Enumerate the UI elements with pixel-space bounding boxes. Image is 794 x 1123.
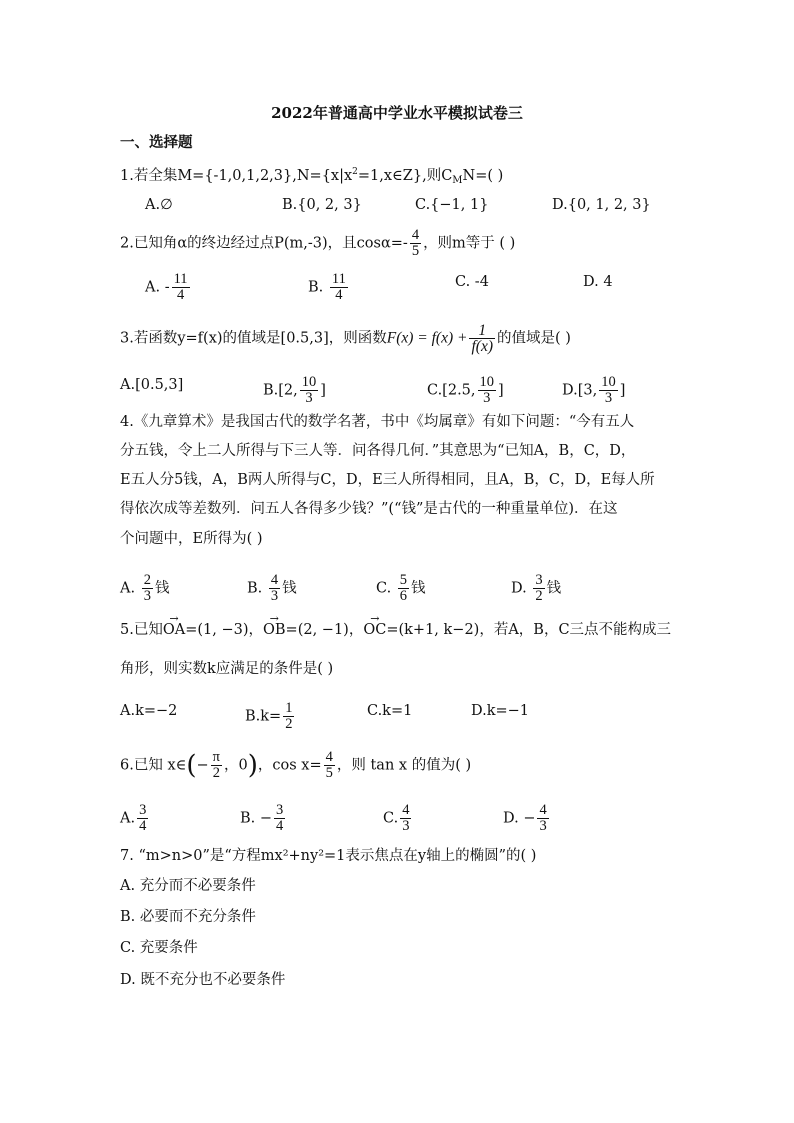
question-3-option-b: B.[2, $\frac{10}{3}$ ] xyxy=(263,374,326,406)
vector-ob: → OB xyxy=(263,620,286,640)
question-2-option-d: D. 4 xyxy=(583,274,613,290)
question-2-option-c: C. -4 xyxy=(455,274,489,290)
question-1-option-d: D.{0, 1, 2, 3} xyxy=(552,197,651,213)
question-1-option-b: B.{0, 2, 3} xyxy=(282,197,362,213)
question-3-option-d: D.[3, $\frac{10}{3}$ ] xyxy=(562,374,626,406)
question-6-option-b: B. − $\frac{3}{4}$ xyxy=(240,802,284,834)
question-5-option-d: D.k=−1 xyxy=(471,703,530,719)
question-5-option-c: C.k=1 xyxy=(367,703,413,719)
question-4-line-1: 4.《九章算术》是我国古代的数学名著，书中《均属章》有如下问题：“今有五人 xyxy=(120,414,635,430)
question-4-line-2: 分五钱，令上二人所得与下三人等．问各得几何．”其意思为“已知A，B，C，D， xyxy=(120,443,636,459)
question-5-line-2: 角形，则实数k应满足的条件是( ) xyxy=(120,661,334,677)
question-6-option-a: A. $\frac{3}{4}$ xyxy=(120,802,147,834)
question-7-option-c: C. 充要条件 xyxy=(120,940,198,956)
question-4-option-b: B. $\frac{4}{3}$ 钱 xyxy=(247,572,297,604)
question-4-option-d: D. $\frac{3}{2}$ 钱 xyxy=(511,572,562,604)
fraction: $\frac{4}{5}$ xyxy=(411,227,420,259)
question-4-option-c: C. $\frac{5}{6}$ 钱 xyxy=(376,572,426,604)
question-3-stem: 3.若函数y=f(x)的值域是[0.5,3]，则函数F(x) = f(x) + $\frac{1}{f(x)}$ 的值域是( ) xyxy=(120,322,571,355)
question-7-option-b: B. 必要而不充分条件 xyxy=(120,909,256,925)
question-5-line-1: 5.已知→ OA=(1, −3)，→ OB=(2, −1)，→ OC=(k+1, k−2)，若A，B，C三点不能构成三 xyxy=(120,620,671,640)
question-5-option-a: A.k=−2 xyxy=(120,703,178,719)
section-heading: 一、选择题 xyxy=(120,134,193,151)
question-4-line-4: 得依次成等差数列．问五人各得多少钱？”(“钱”是古代的一种重量单位)．在这 xyxy=(120,501,618,517)
question-7-option-a: A. 充分而不必要条件 xyxy=(120,878,256,894)
vector-oc: → OC xyxy=(363,620,386,640)
question-2-option-a: A. - $\frac{11}{4}$ xyxy=(145,271,188,303)
question-7-stem: 7. “m>n>0”是“方程mx²+ny²=1表示焦点在y轴上的椭圆”的( ) xyxy=(120,848,537,864)
vector-oa: → OA xyxy=(163,620,185,640)
question-4-option-a: A. $\frac{2}{3}$ 钱 xyxy=(120,572,170,604)
question-1-option-c: C.{−1, 1} xyxy=(415,197,489,213)
question-4-line-5: 个问题中，E所得为( ) xyxy=(120,531,263,547)
question-5-option-b: B.k= $\frac{1}{2}$ xyxy=(245,700,293,732)
question-3-option-a: A.[0.5,3] xyxy=(120,377,184,393)
page-title: 2022年普通高中学业水平模拟试卷三 xyxy=(271,104,523,122)
question-7-option-d: D. 既不充分也不必要条件 xyxy=(120,972,286,988)
question-1-stem: 1.若全集$M=\{-1,0,1,2,3\},N=\{x|x^2=1,x\in Z\}$,则$C_MN=$( ) xyxy=(120,167,504,186)
question-6-option-d: D. − $\frac{4}{3}$ xyxy=(503,802,547,834)
question-6-option-c: C. $\frac{4}{3}$ xyxy=(383,802,410,834)
question-3-option-c: C.[2.5, $\frac{10}{3}$ ] xyxy=(427,374,504,406)
question-4-line-3: E五人分5钱，A，B两人所得与C，D，E三人所得相同，且A，B，C，D，E每人所 xyxy=(120,472,655,488)
question-6-stem: 6.已知 x∈(− $\frac{\pi}{2}$ ，0)，cos x= $\frac{4}{5}$ ，则 tan x 的值为( ) xyxy=(120,749,472,781)
question-1-option-a: A.∅ xyxy=(145,197,173,213)
question-2-stem: 2.已知角α的终边经过点P(m,-3)，且cosα=- $\frac{4}{5}$ ，则m等于 ( ) xyxy=(120,227,516,259)
question-2-option-b: B. $\frac{11}{4}$ xyxy=(308,271,346,303)
